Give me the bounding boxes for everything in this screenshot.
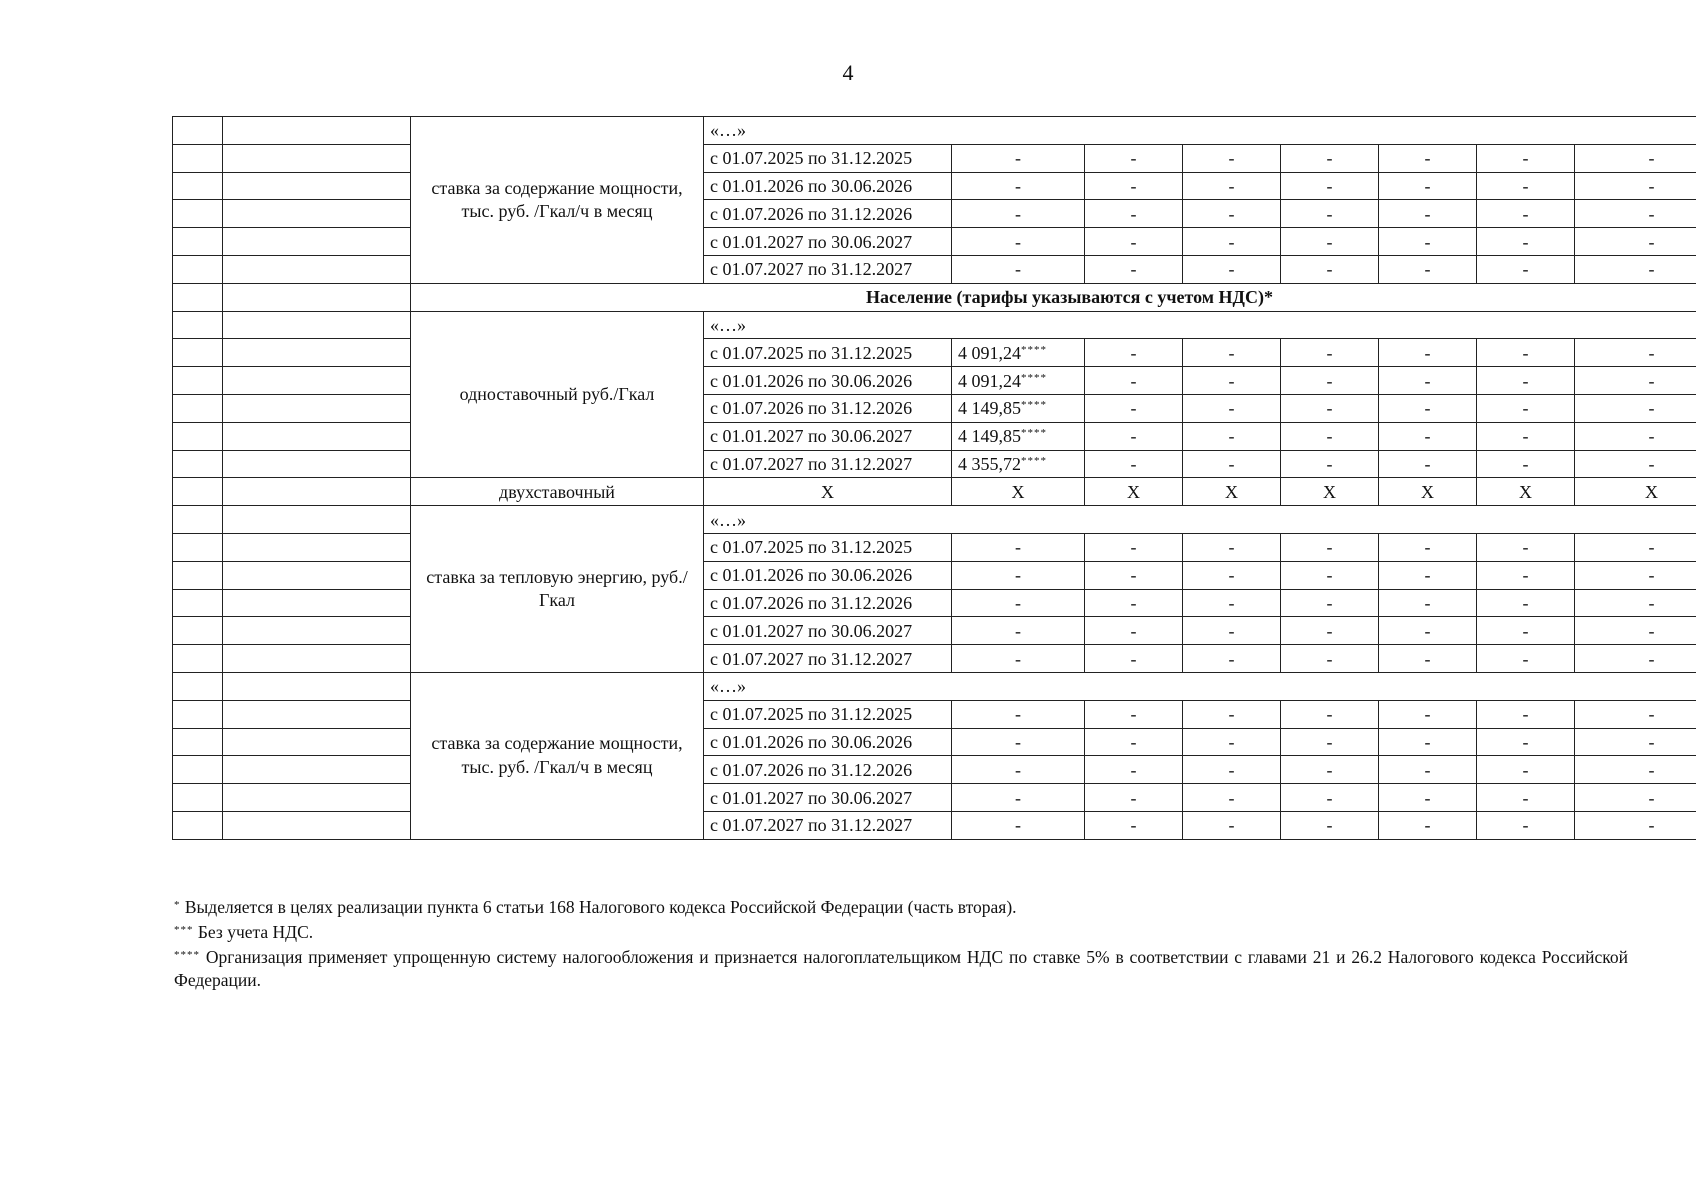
tariff-value: 4 091,24: [958, 342, 1021, 363]
period-cell: с 01.07.2025 по 31.12.2025: [704, 339, 952, 367]
tariff-value: 4 091,24: [958, 370, 1021, 391]
organization-cell: [223, 200, 411, 228]
dash-cell: -: [1477, 617, 1575, 645]
dash-cell: -: [1477, 228, 1575, 256]
dash-cell: -: [1575, 589, 1696, 617]
dash-cell: -: [1085, 450, 1183, 478]
dash-cell: -: [1281, 200, 1379, 228]
dash-cell: -: [1379, 255, 1477, 283]
footnote-marker: ****: [1021, 399, 1047, 412]
dash-cell: -: [1085, 756, 1183, 784]
table-row: [173, 367, 1696, 395]
dash-cell: -: [1575, 172, 1696, 200]
dash-cell: -: [1477, 200, 1575, 228]
dash-cell: -: [1379, 728, 1477, 756]
tariff-kind-cell: двухставочный: [411, 478, 704, 506]
dash-cell: -: [1477, 811, 1575, 839]
x-mark-cell: Х: [1085, 478, 1183, 506]
footnote-marker: ****: [1021, 454, 1047, 467]
dash-cell: -: [1575, 450, 1696, 478]
dash-cell: -: [1281, 533, 1379, 561]
period-cell: с 01.07.2027 по 31.12.2027: [704, 450, 952, 478]
dash-cell: -: [1085, 228, 1183, 256]
tariff-kind-cell: ставка за содержание мощности, тыс. руб. /Гкал/ч в месяц: [411, 117, 704, 284]
dash-cell: -: [1379, 172, 1477, 200]
dash-cell: -: [1379, 756, 1477, 784]
dash-cell: -: [952, 172, 1085, 200]
dash-cell: -: [1281, 811, 1379, 839]
table-row: [173, 144, 1696, 172]
period-cell: с 01.07.2027 по 31.12.2027: [704, 255, 952, 283]
row-number-cell: [173, 144, 223, 172]
dash-cell: -: [1085, 589, 1183, 617]
period-cell: с 01.01.2026 по 30.06.2026: [704, 561, 952, 589]
table-row: [173, 339, 1696, 367]
dash-cell: -: [1379, 339, 1477, 367]
dash-cell: -: [1379, 200, 1477, 228]
dash-cell: -: [1575, 339, 1696, 367]
period-cell: с 01.01.2026 по 30.06.2026: [704, 728, 952, 756]
period-cell: с 01.01.2027 по 30.06.2027: [704, 784, 952, 812]
page-number: 4: [842, 60, 854, 85]
row-number-cell: [173, 672, 223, 700]
period-cell: с 01.07.2025 по 31.12.2025: [704, 533, 952, 561]
dash-cell: -: [1379, 533, 1477, 561]
x-mark-cell: Х: [1379, 478, 1477, 506]
dash-cell: -: [1085, 172, 1183, 200]
dash-cell: -: [1281, 645, 1379, 673]
dash-cell: -: [1575, 561, 1696, 589]
table-row: [173, 645, 1696, 673]
dash-cell: -: [1281, 784, 1379, 812]
dash-cell: -: [1379, 645, 1477, 673]
x-mark-cell: Х: [1183, 478, 1281, 506]
dash-cell: -: [1477, 367, 1575, 395]
x-mark-cell: Х: [952, 478, 1085, 506]
footnote-1: [174, 894, 1628, 919]
dash-cell: -: [952, 200, 1085, 228]
dash-cell: -: [1085, 561, 1183, 589]
dash-cell: -: [1085, 144, 1183, 172]
dash-cell: -: [1477, 561, 1575, 589]
dash-cell: -: [1379, 700, 1477, 728]
footnote-4: [174, 944, 1628, 992]
row-number-cell: [173, 283, 223, 311]
row-number-cell: [173, 811, 223, 839]
dash-cell: -: [1575, 811, 1696, 839]
row-number-cell: [173, 756, 223, 784]
dash-cell: -: [1183, 394, 1281, 422]
dash-cell: -: [1183, 450, 1281, 478]
period-cell: с 01.07.2026 по 31.12.2026: [704, 756, 952, 784]
dash-cell: -: [1575, 533, 1696, 561]
x-mark-cell: Х: [1575, 478, 1696, 506]
organization-cell: [223, 339, 411, 367]
dash-cell: -: [952, 756, 1085, 784]
dash-cell: -: [1575, 255, 1696, 283]
dash-cell: -: [952, 561, 1085, 589]
dash-cell: -: [1477, 700, 1575, 728]
table-row: [173, 811, 1696, 839]
dash-cell: -: [1281, 367, 1379, 395]
dash-cell: -: [1379, 589, 1477, 617]
dash-cell: -: [952, 617, 1085, 645]
dash-cell: -: [1477, 144, 1575, 172]
period-cell: с 01.07.2026 по 31.12.2026: [704, 200, 952, 228]
dash-cell: -: [1281, 422, 1379, 450]
organization-cell: [223, 311, 411, 339]
dash-cell: -: [1575, 728, 1696, 756]
row-number-cell: [173, 506, 223, 534]
row-number-cell: [173, 784, 223, 812]
dash-cell: -: [1379, 450, 1477, 478]
dash-cell: -: [952, 533, 1085, 561]
table-row: [173, 533, 1696, 561]
row-number-cell: [173, 394, 223, 422]
tariff-table-body: [173, 117, 1696, 840]
dash-cell: -: [1281, 172, 1379, 200]
table-row: [173, 617, 1696, 645]
row-number-cell: [173, 255, 223, 283]
dash-cell: -: [1477, 339, 1575, 367]
dash-cell: -: [952, 784, 1085, 812]
dash-cell: -: [1575, 617, 1696, 645]
footnote-text: Без учета НДС.: [197, 922, 314, 942]
x-mark-cell: Х: [704, 478, 952, 506]
dash-cell: -: [1281, 255, 1379, 283]
organization-cell: [223, 144, 411, 172]
table-row: [173, 172, 1696, 200]
tariff-kind-cell: ставка за тепловую энергию, руб./Гкал: [411, 506, 704, 673]
dash-cell: -: [952, 255, 1085, 283]
dash-cell: -: [1085, 367, 1183, 395]
period-cell: с 01.01.2026 по 30.06.2026: [704, 172, 952, 200]
dash-cell: -: [1379, 422, 1477, 450]
ellipsis-cell: «…»: [704, 672, 1696, 700]
dash-cell: -: [1477, 255, 1575, 283]
dash-cell: -: [1085, 200, 1183, 228]
organization-cell: [223, 394, 411, 422]
dash-cell: -: [1183, 228, 1281, 256]
organization-cell: [223, 228, 411, 256]
section-header: Население (тарифы указываются с учетом НДС)*: [411, 283, 1696, 311]
dash-cell: -: [1183, 533, 1281, 561]
dash-cell: -: [952, 728, 1085, 756]
dash-cell: -: [1281, 450, 1379, 478]
period-cell: с 01.07.2026 по 31.12.2026: [704, 394, 952, 422]
period-cell: с 01.07.2027 по 31.12.2027: [704, 645, 952, 673]
dash-cell: -: [952, 589, 1085, 617]
table-row: [173, 700, 1696, 728]
row-number-cell: [173, 561, 223, 589]
dash-cell: -: [1477, 533, 1575, 561]
dash-cell: -: [1477, 756, 1575, 784]
footnote-marker: ***: [174, 924, 194, 936]
row-number-cell: [173, 228, 223, 256]
tariff-value-cell: [952, 367, 1085, 395]
dash-cell: -: [1575, 700, 1696, 728]
dash-cell: -: [1281, 144, 1379, 172]
dash-cell: -: [1183, 811, 1281, 839]
organization-cell: [223, 617, 411, 645]
dash-cell: -: [1379, 394, 1477, 422]
period-cell: с 01.01.2027 по 30.06.2027: [704, 228, 952, 256]
x-mark-cell: Х: [1477, 478, 1575, 506]
row-number-cell: [173, 645, 223, 673]
period-cell: с 01.01.2026 по 30.06.2026: [704, 367, 952, 395]
dash-cell: -: [1183, 339, 1281, 367]
table-row: [173, 311, 1696, 339]
dash-cell: -: [1183, 617, 1281, 645]
dash-cell: -: [1085, 255, 1183, 283]
dash-cell: -: [1085, 811, 1183, 839]
table-row: [173, 589, 1696, 617]
dash-cell: -: [952, 700, 1085, 728]
dash-cell: -: [1477, 422, 1575, 450]
footnote-marker: ****: [1021, 371, 1047, 384]
dash-cell: -: [1085, 728, 1183, 756]
table-row: [173, 506, 1696, 534]
dash-cell: -: [1183, 144, 1281, 172]
table-row: [173, 117, 1696, 145]
row-number-cell: [173, 478, 223, 506]
dash-cell: -: [1085, 533, 1183, 561]
row-number-cell: [173, 728, 223, 756]
dash-cell: -: [1183, 645, 1281, 673]
tariff-value-cell: [952, 339, 1085, 367]
dash-cell: -: [1379, 784, 1477, 812]
table-row: [173, 450, 1696, 478]
dash-cell: -: [1281, 394, 1379, 422]
dash-cell: -: [1281, 728, 1379, 756]
dash-cell: -: [1575, 228, 1696, 256]
dash-cell: -: [1477, 450, 1575, 478]
row-number-cell: [173, 589, 223, 617]
ellipsis-cell: «…»: [704, 117, 1696, 145]
table-row: [173, 672, 1696, 700]
dash-cell: -: [952, 228, 1085, 256]
tariff-kind-cell: одноставочный руб./Гкал: [411, 311, 704, 478]
organization-cell: [223, 784, 411, 812]
dash-cell: -: [1183, 756, 1281, 784]
row-number-cell: [173, 367, 223, 395]
dash-cell: -: [1379, 811, 1477, 839]
row-number-cell: [173, 617, 223, 645]
row-number-cell: [173, 172, 223, 200]
dash-cell: -: [1379, 228, 1477, 256]
organization-cell: [223, 172, 411, 200]
dash-cell: -: [1575, 645, 1696, 673]
organization-cell: [223, 533, 411, 561]
period-cell: с 01.01.2027 по 30.06.2027: [704, 422, 952, 450]
footnote-text: Выделяется в целях реализации пункта 6 статьи 168 Налогового кодекса Российской Федерации (часть вторая).: [184, 897, 1017, 917]
footnote-marker: ****: [1021, 427, 1047, 440]
dash-cell: -: [1575, 394, 1696, 422]
table-row: [173, 728, 1696, 756]
period-cell: с 01.07.2026 по 31.12.2026: [704, 589, 952, 617]
organization-cell: [223, 367, 411, 395]
dash-cell: -: [1183, 255, 1281, 283]
dash-cell: -: [1085, 394, 1183, 422]
dash-cell: -: [1575, 367, 1696, 395]
dash-cell: -: [1183, 422, 1281, 450]
dash-cell: -: [1085, 422, 1183, 450]
row-number-cell: [173, 339, 223, 367]
dash-cell: -: [1379, 561, 1477, 589]
dash-cell: -: [952, 144, 1085, 172]
dash-cell: -: [1477, 172, 1575, 200]
row-number-cell: [173, 700, 223, 728]
table-row: [173, 283, 1696, 311]
organization-cell: [223, 672, 411, 700]
dash-cell: -: [1085, 339, 1183, 367]
table-row: [173, 756, 1696, 784]
row-number-cell: [173, 311, 223, 339]
dash-cell: -: [1477, 394, 1575, 422]
organization-cell: [223, 255, 411, 283]
row-number-cell: [173, 200, 223, 228]
table-row: [173, 255, 1696, 283]
dash-cell: -: [1183, 700, 1281, 728]
tariff-value-cell: [952, 394, 1085, 422]
dash-cell: -: [1477, 589, 1575, 617]
dash-cell: -: [1281, 339, 1379, 367]
dash-cell: -: [1379, 144, 1477, 172]
organization-cell: [223, 728, 411, 756]
table-row: [173, 784, 1696, 812]
dash-cell: -: [1281, 589, 1379, 617]
organization-cell: [223, 700, 411, 728]
dash-cell: -: [1085, 617, 1183, 645]
dash-cell: -: [1575, 422, 1696, 450]
period-cell: с 01.01.2027 по 30.06.2027: [704, 617, 952, 645]
dash-cell: -: [1183, 561, 1281, 589]
table-row: [173, 478, 1696, 506]
dash-cell: -: [1281, 561, 1379, 589]
dash-cell: -: [1183, 589, 1281, 617]
organization-cell: [223, 645, 411, 673]
organization-cell: [223, 450, 411, 478]
dash-cell: -: [1575, 784, 1696, 812]
organization-cell: [223, 283, 411, 311]
tariff-value-cell: [952, 450, 1085, 478]
dash-cell: -: [1183, 200, 1281, 228]
tariff-value: 4 355,72: [958, 453, 1021, 474]
dash-cell: -: [1379, 367, 1477, 395]
table-row: [173, 228, 1696, 256]
tariff-table: [172, 116, 1696, 840]
organization-cell: [223, 478, 411, 506]
dash-cell: -: [1085, 784, 1183, 812]
dash-cell: -: [1281, 617, 1379, 645]
period-cell: с 01.07.2025 по 31.12.2025: [704, 700, 952, 728]
footnote-3: [174, 919, 1628, 944]
footnote-marker: *: [174, 899, 181, 911]
organization-cell: [223, 117, 411, 145]
tariff-value-cell: [952, 422, 1085, 450]
dash-cell: -: [1183, 784, 1281, 812]
table-row: [173, 394, 1696, 422]
ellipsis-cell: «…»: [704, 506, 1696, 534]
dash-cell: -: [1085, 700, 1183, 728]
ellipsis-cell: «…»: [704, 311, 1696, 339]
table-row: [173, 200, 1696, 228]
dash-cell: -: [1477, 645, 1575, 673]
organization-cell: [223, 589, 411, 617]
dash-cell: -: [1477, 784, 1575, 812]
tariff-kind-cell: ставка за содержание мощности, тыс. руб. /Гкал/ч в месяц: [411, 672, 704, 839]
dash-cell: -: [952, 645, 1085, 673]
dash-cell: -: [1281, 228, 1379, 256]
dash-cell: -: [1379, 617, 1477, 645]
dash-cell: -: [1183, 367, 1281, 395]
row-number-cell: [173, 450, 223, 478]
dash-cell: -: [1477, 728, 1575, 756]
footnote-marker: ****: [174, 949, 200, 961]
organization-cell: [223, 756, 411, 784]
dash-cell: -: [952, 811, 1085, 839]
table-row: [173, 561, 1696, 589]
dash-cell: -: [1575, 756, 1696, 784]
dash-cell: -: [1085, 645, 1183, 673]
row-number-cell: [173, 422, 223, 450]
organization-cell: [223, 561, 411, 589]
dash-cell: -: [1281, 700, 1379, 728]
footnotes: [174, 894, 1628, 992]
tariff-value: 4 149,85: [958, 398, 1021, 419]
row-number-cell: [173, 533, 223, 561]
dash-cell: -: [1183, 728, 1281, 756]
organization-cell: [223, 506, 411, 534]
table-row: [173, 422, 1696, 450]
organization-cell: [223, 811, 411, 839]
dash-cell: -: [1281, 756, 1379, 784]
tariff-value: 4 149,85: [958, 426, 1021, 447]
period-cell: с 01.07.2027 по 31.12.2027: [704, 811, 952, 839]
footnote-text: Организация применяет упрощенную систему налогообложения и признается налогоплательщиком НДС по ставке 5% в соответствии с главами 21 и 26.2 Налогового кодекса Российской Федерации.: [174, 947, 1629, 990]
period-cell: с 01.07.2025 по 31.12.2025: [704, 144, 952, 172]
organization-cell: [223, 422, 411, 450]
dash-cell: -: [1575, 200, 1696, 228]
dash-cell: -: [1183, 172, 1281, 200]
dash-cell: -: [1575, 144, 1696, 172]
footnote-marker: ****: [1021, 343, 1047, 356]
row-number-cell: [173, 117, 223, 145]
x-mark-cell: Х: [1281, 478, 1379, 506]
